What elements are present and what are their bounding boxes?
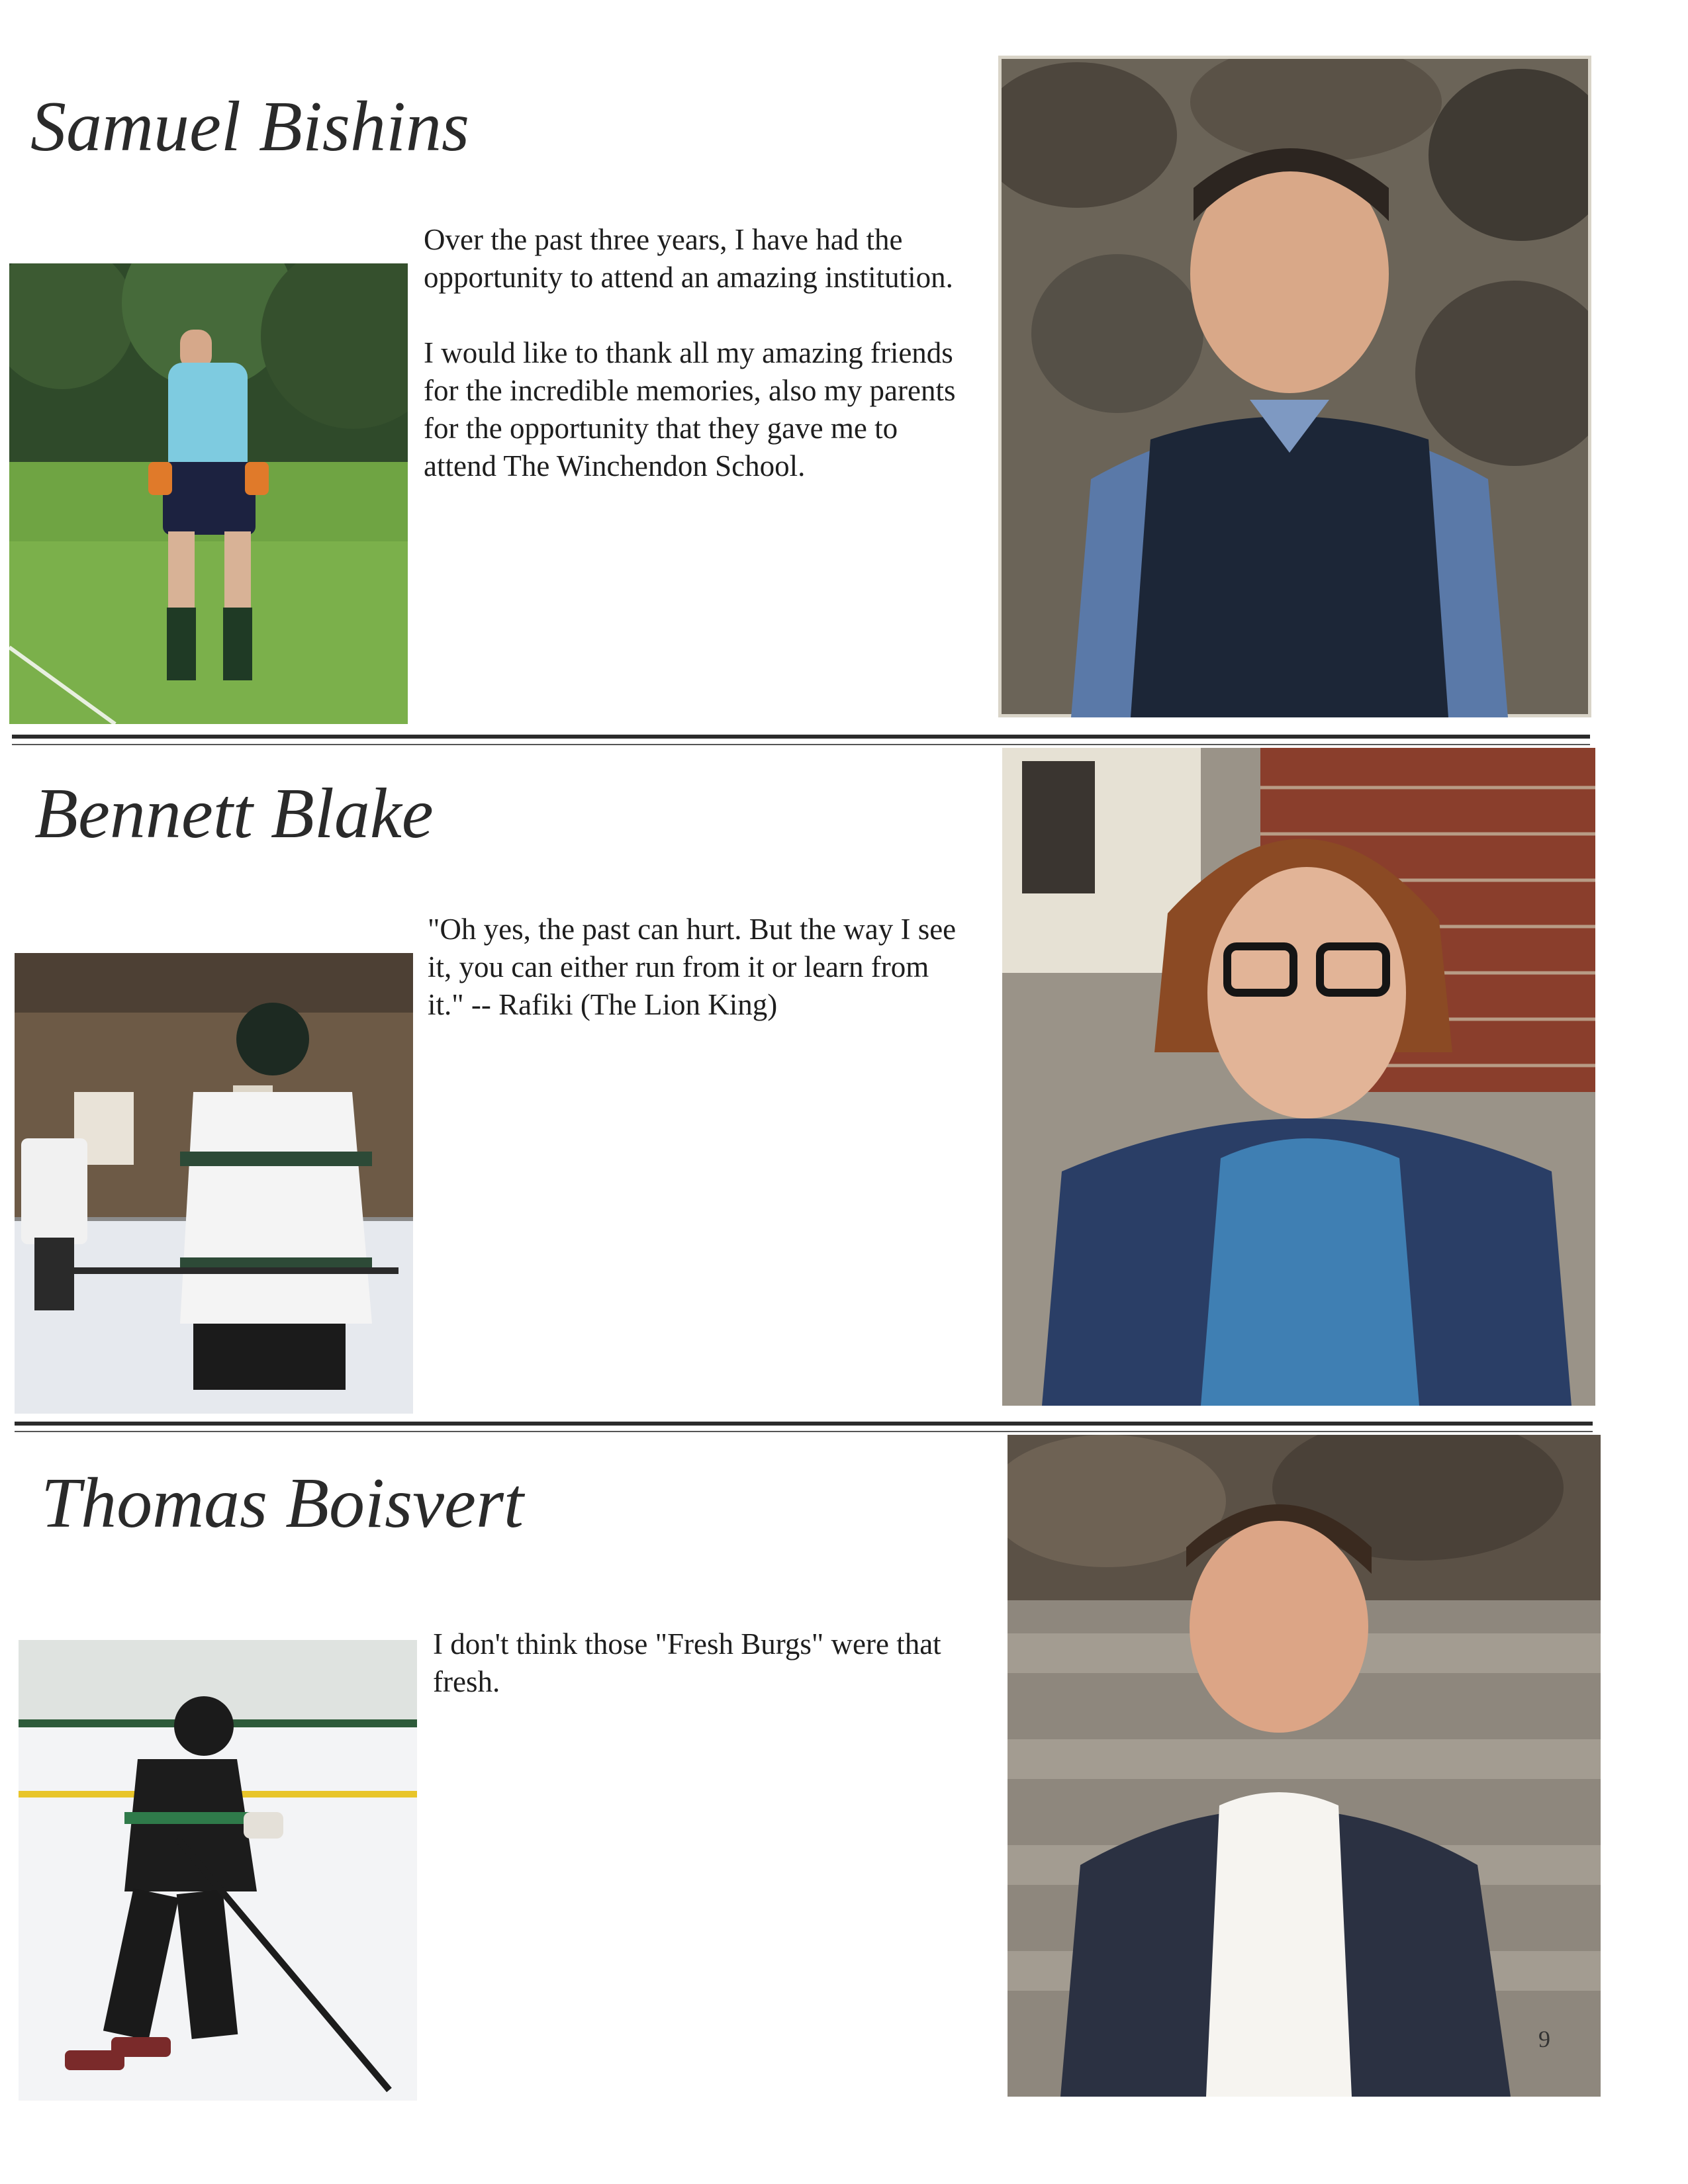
outdoor-portrait-photo xyxy=(1008,1435,1601,2097)
student-bio xyxy=(428,911,970,1024)
student-bio xyxy=(424,221,966,485)
student-name: Samuel Bishins xyxy=(30,87,469,166)
bio-paragraph: I would like to thank all my amazing friends for the incredible memories, also my parents for the opportunity that they gave me to attend The Winchendon School. xyxy=(424,336,956,482)
outdoor-portrait-photo xyxy=(1002,748,1595,1406)
section-divider xyxy=(12,744,1590,745)
bio-paragraph: "Oh yes, the past can hurt. But the way I see it, you can either run from it or learn from it." -- Rafiki (The Lion King) xyxy=(428,913,957,1021)
section-divider xyxy=(15,1422,1593,1426)
student-bio xyxy=(433,1625,976,1701)
student-name: Bennett Blake xyxy=(34,774,434,853)
hockey-player-photo xyxy=(15,953,413,1414)
outdoor-portrait-photo xyxy=(998,56,1591,717)
bio-paragraph: I don't think those "Fresh Burgs" were that fresh. xyxy=(433,1627,941,1698)
section-divider xyxy=(15,1431,1593,1432)
hockey-skater-photo xyxy=(19,1640,417,2101)
section-divider xyxy=(12,735,1590,739)
student-name: Thomas Boisvert xyxy=(41,1464,524,1543)
bio-paragraph: Over the past three years, I have had the opportunity to attend an amazing institution. xyxy=(424,223,953,294)
page-number: 9 xyxy=(1538,2026,1550,2052)
soccer-goalkeeper-photo xyxy=(9,263,408,724)
